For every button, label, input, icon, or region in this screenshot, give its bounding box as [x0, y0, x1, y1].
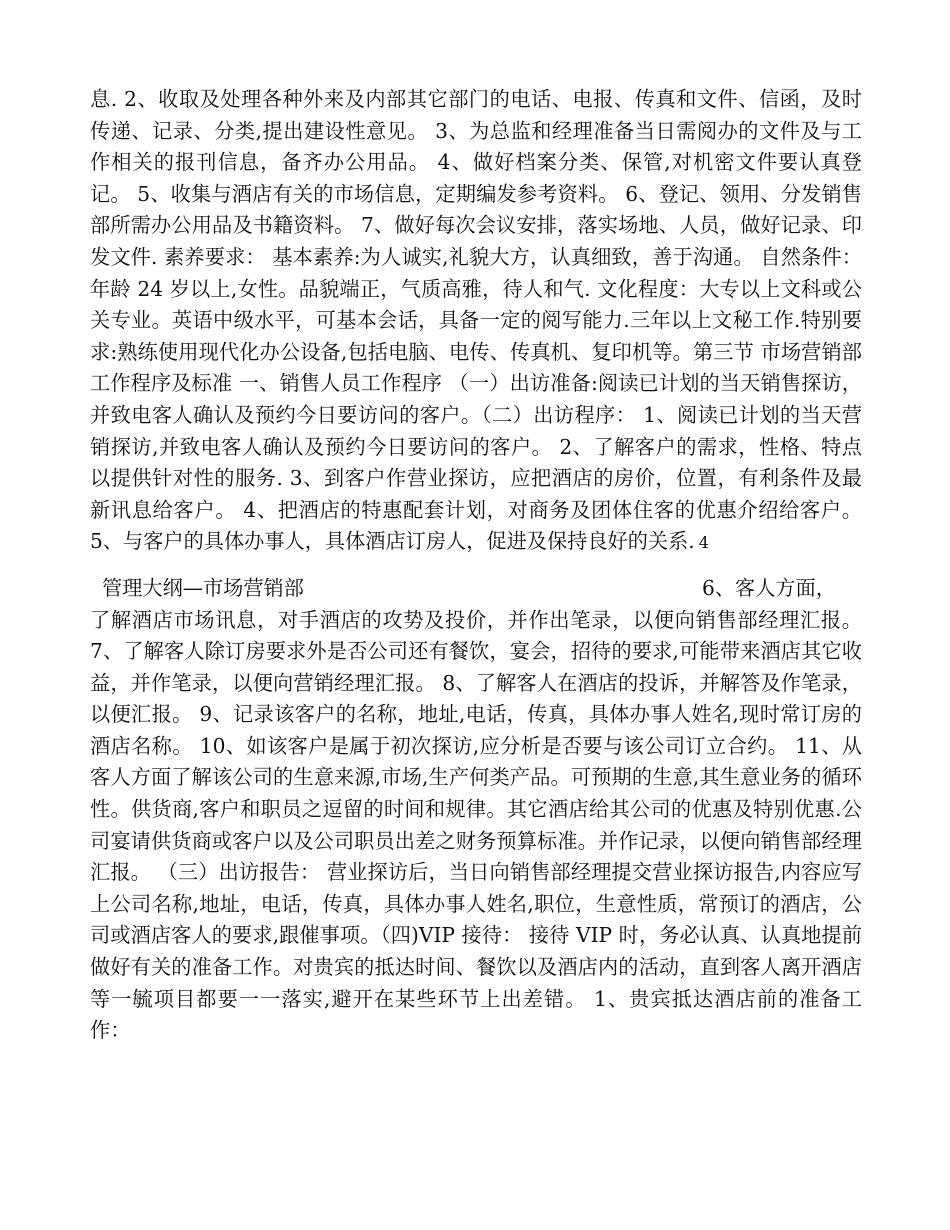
- running-header: [90, 573, 862, 605]
- document-content: [90, 84, 862, 1047]
- header-continuation: 6、客人方面，: [702, 575, 836, 600]
- page-number: 4: [698, 533, 709, 553]
- header-title: 管理大纲—市场营销部: [102, 575, 304, 600]
- body-text-block-1: [90, 84, 862, 559]
- body-text-1: 息. 2、收取及处理各种外来及内部其它部门的电话、电报、传真和文件、信函，及时传递、记录、分类,提出建设性意见。 3、为总监和经理准备当日需阅办的文件及与工作相关的报刊信息，备齐办公用品。 4、做好档案分类、保管,对机密文件要认真登记。 5、收集与酒店有关的市场信息，定期编发参考资料。 6、登记、领用、分发销售部所需办公用品及书籍资料。 7、做好每次会议安排，落实场地、人员，做好记录、印发文件. 素养要求： 基本素养:为人诚实,礼貌大方，认真细致，善于沟通。 自然条件：年龄 24 岁以上,女性。品貌端正，气质高雅，待人和气. 文化程度：大专以上文科或公关专业。英语中级水平，可基本会话，具备一定的阅写能力.三年以上文秘工作.特别要求:熟练使用现代化办公设备,包括电脑、电传、传真机、复印机等。第三节 市场营销部工作程序及标准 一、销售人员工作程序 （一）出访准备:阅读已计划的当天销售探访，并致电客人确认及预约今日要访问的客户。（二）出访程序： 1、阅读已计划的当天营销探访,并致电客人确认及预约今日要访问的客户。 2、了解客户的需求，性格、特点以提供针对性的服务. 3、到客户作营业探访，应把酒店的房价，位置，有利条件及最新讯息给客户。 4、把酒店的特惠配套计划，对商务及团体住客的优惠介绍给客户。 5、与客户的具体办事人，具体酒店订房人，促进及保持良好的关系.: [90, 87, 862, 554]
- page-break-gap: [90, 559, 862, 573]
- body-text-block-2: 了解酒店市场讯息，对手酒店的攻势及投价，并作出笔录，以便向销售部经理汇报。 7、了解客人除订房要求外是否公司还有餐饮，宴会，招待的要求,可能带来酒店其它收益，并作笔录，以便向营销经理汇报。 8、了解客人在酒店的投诉，并解答及作笔录，以便汇报。 9、记录该客户的名称，地址,电话，传真，具体办事人姓名,现时常订房的酒店名称。 10、如该客户是属于初次探访,应分析是否要与该公司订立合约。 11、从客人方面了解该公司的生意来源,市场,生产何类产品。可预期的生意,其生意业务的循环性。供货商,客户和职员之逗留的时间和规律。其它酒店给其公司的优惠及特别优惠.公司宴请供货商或客户以及公司职员出差之财务预算标准。并作记录，以便向销售部经理汇报。 （三）出访报告： 营业探访后，当日向销售部经理提交营业探访报告,内容应写上公司名称,地址，电话，传真，具体办事人姓名,职位，生意性质，常预订的酒店，公司或酒店客人的要求,跟催事项。（四)VIP 接待： 接待 VIP 时，务必认真、认真地提前做好有关的准备工作。对贵宾的抵达时间、餐饮以及酒店内的活动，直到客人离开酒店等一毓项目都要一一落实,避开在某些环节上出差错。 1、贵宾抵达酒店前的准备工作：: [90, 607, 862, 1043]
